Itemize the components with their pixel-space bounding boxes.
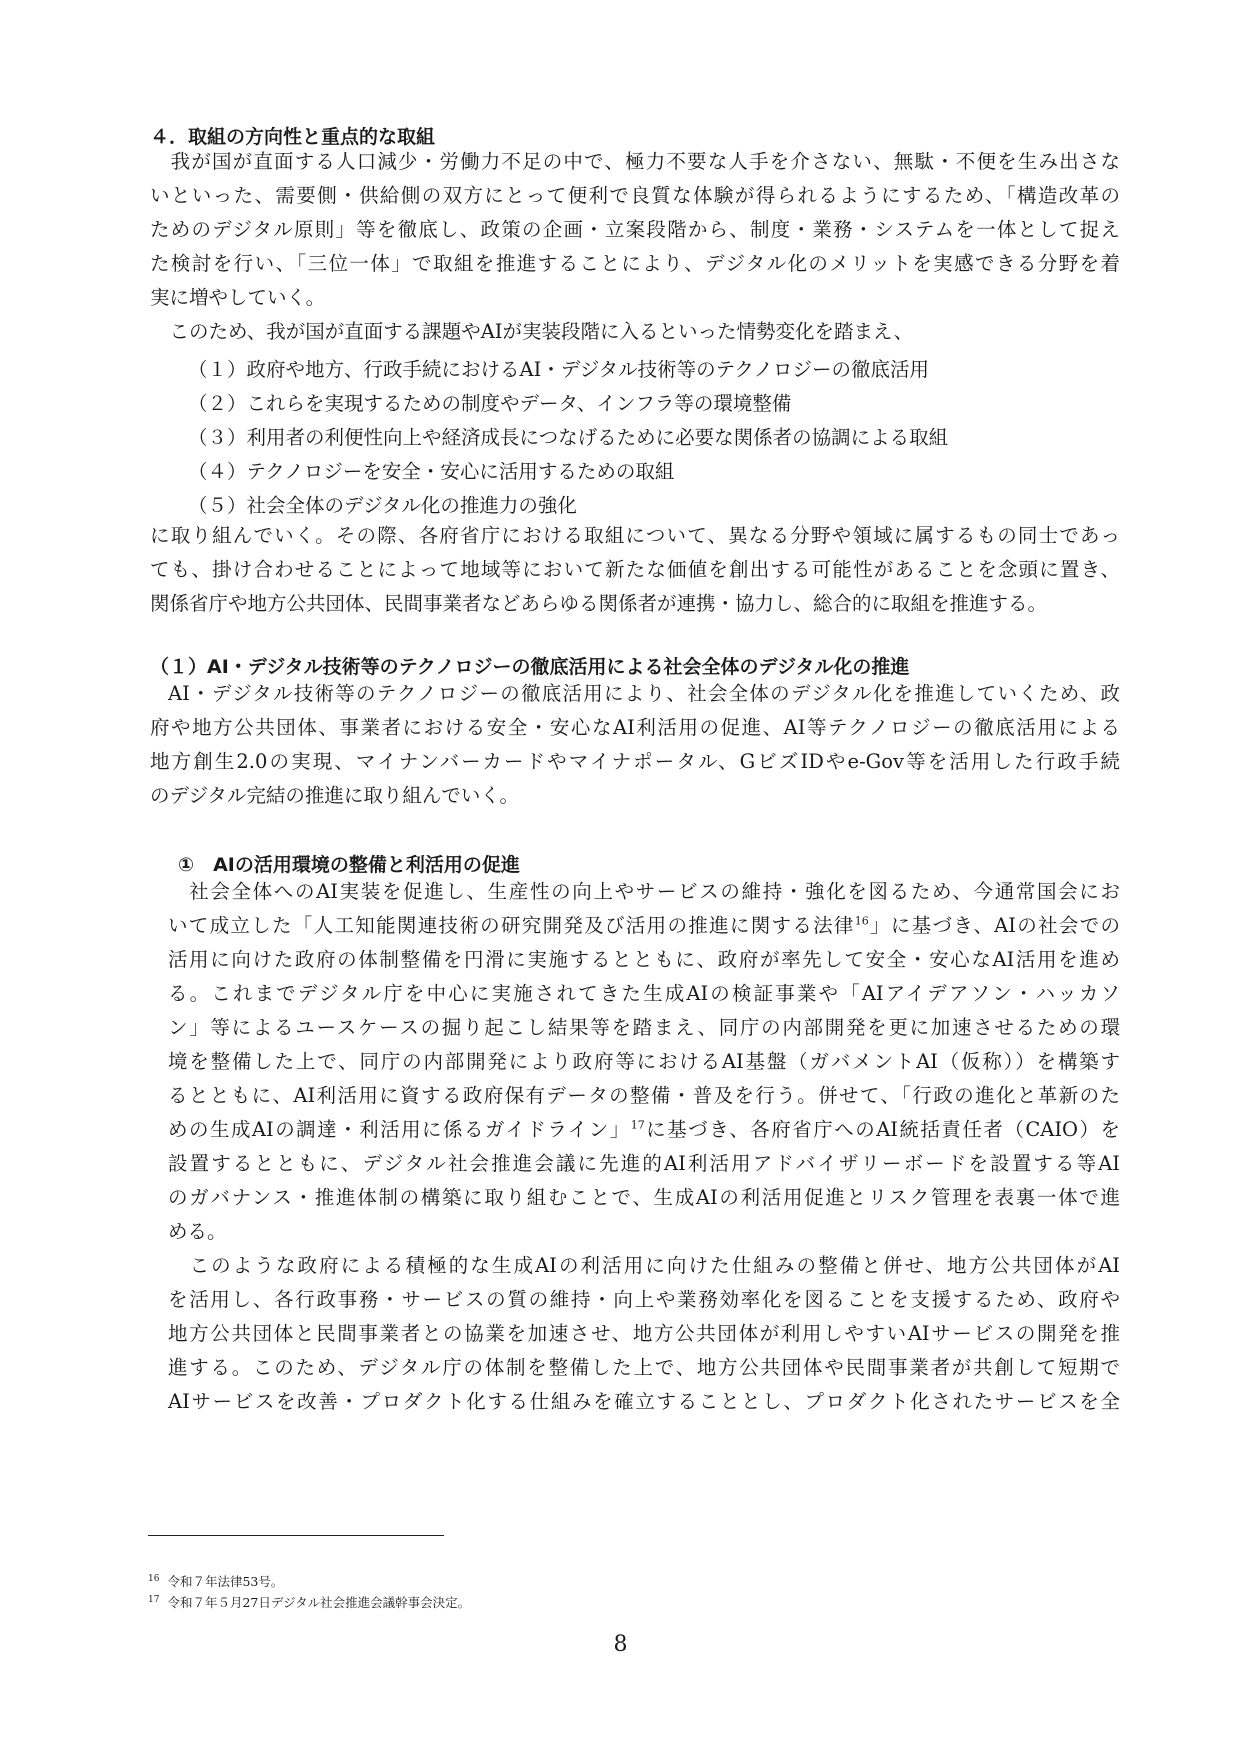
paragraph-line: 活用に向けた政府の体制整備を円滑に実施するとともに、政府が率先して安全・安心なAI活用を進め xyxy=(168,948,1120,971)
paragraph-line xyxy=(168,1118,1120,1142)
paragraph-line: のデジタル完結の推進に取り組んでいく。 xyxy=(150,784,519,807)
paragraph-line: このような政府による積極的な生成AIの利活用に向けた仕組みの整備と併せ、地方公共団体がAI xyxy=(168,1254,1120,1277)
paragraph-line: 地方公共団体と民間事業者との協業を加速させ、地方公共団体が利用しやすいAIサービスの開発を推 xyxy=(168,1322,1120,1345)
list-item: （４）テクノロジーを安全・安心に活用するための取組 xyxy=(188,460,675,483)
footnote-ref: 16 xyxy=(854,914,869,928)
paragraph-line: ン」等によるユースケースの掘り起こし結果等を踏まえ、同庁の内部開発を更に加速させるための環 xyxy=(168,1016,1120,1039)
paragraph-text: 」に基づき、AIの社会での xyxy=(868,914,1120,937)
paragraph-line: 我が国が直面する人口減少・労働力不足の中で、極力不要な人手を介さない、無駄・不便を生み出さな xyxy=(150,150,1120,173)
paragraph-line: いといった、需要側・供給側の双方にとって便利で良質な体験が得られるようにするため、「構造改革の xyxy=(150,184,1120,207)
paragraph-line: ためのデジタル原則」等を徹底し、政策の企画・立案段階から、制度・業務・システムを一体として捉え xyxy=(150,218,1120,241)
subsection-heading: ① AIの活用環境の整備と利活用の促進 xyxy=(178,854,520,876)
paragraph-line: 社会全体へのAI実装を促進し、生産性の向上やサービスの維持・強化を図るため、今通常国会にお xyxy=(168,880,1120,903)
footnote-text: 令和７年５月27日デジタル社会推進会議幹事会決定。 xyxy=(167,1595,471,1610)
paragraph-line: める。 xyxy=(168,1220,227,1243)
section-heading: ４．取組の方向性と重点的な取組 xyxy=(150,126,436,148)
paragraph-line: た検討を行い、「三位一体」で取組を推進することにより、デジタル化のメリットを実感できる分野を着 xyxy=(150,252,1120,275)
paragraph-line: ても、掛け合わせることによって地域等において新たな価値を創出する可能性があることを念頭に置き、 xyxy=(150,558,1120,581)
paragraph-line: AI・デジタル技術等のテクノロジーの徹底活用により、社会全体のデジタル化を推進していくため、政 xyxy=(168,682,1120,705)
list-item: （３）利用者の利便性向上や経済成長につなげるために必要な関係者の協調による取組 xyxy=(188,426,949,449)
footnote xyxy=(148,1593,470,1611)
paragraph-text: めの生成AIの調達・利活用に係るガイドライン」 xyxy=(168,1118,631,1141)
paragraph-line xyxy=(168,914,1120,938)
subsection-heading: （１）AI・デジタル技術等のテクノロジーの徹底活用による社会全体のデジタル化の推進 xyxy=(150,656,910,678)
paragraph-line: 実に増やしていく。 xyxy=(150,286,326,309)
list-item: （５）社会全体のデジタル化の推進力の強化 xyxy=(188,494,577,517)
footnote xyxy=(148,1572,283,1590)
paragraph-line: に取り組んでいく。その際、各府省庁における取組について、異なる分野や領域に属するもの同士であっ xyxy=(150,524,1120,547)
footnote-number: 16 xyxy=(148,1573,160,1584)
paragraph-line: 進する。このため、デジタル庁の体制を整備した上で、地方公共団体や民間事業者が共創して短期で xyxy=(168,1356,1120,1379)
footnote-number: 17 xyxy=(148,1594,160,1605)
paragraph-line: AIサービスを改善・プロダクト化する仕組みを確立することとし、プロダクト化されたサービスを全 xyxy=(168,1390,1120,1413)
paragraph-line: のガバナンス・推進体制の構築に取り組むことで、生成AIの利活用促進とリスク管理を表裏一体で進 xyxy=(168,1186,1120,1209)
paragraph-line: 関係省庁や地方公共団体、民間事業者などあらゆる関係者が連携・協力し、総合的に取組を推進する。 xyxy=(150,592,1048,615)
paragraph-line: 境を整備した上で、同庁の内部開発により政府等におけるAI基盤（ガバメントAI（仮称））を構築す xyxy=(168,1050,1120,1073)
paragraph-line: 地方創生2.0の実現、マイナンバーカードやマイナポータル、GビズIDやe-Gov等を活用した行政手続 xyxy=(150,750,1120,773)
footnote-text: 令和７年法律53号。 xyxy=(167,1574,284,1589)
paragraph-line: 設置するとともに、デジタル社会推進会議に先進的AI利活用アドバイザリーボードを設置する等AI xyxy=(168,1152,1120,1175)
paragraph-text: に基づき、各府省庁へのAI統括責任者（CAIO）を xyxy=(644,1118,1120,1141)
paragraph-line: るとともに、AI利活用に資する政府保有データの整備・普及を行う。併せて、「行政の進化と革新のた xyxy=(168,1084,1120,1107)
footnote-ref: 17 xyxy=(630,1118,645,1132)
paragraph-text: いて成立した「人工知能関連技術の研究開発及び活用の推進に関する法律 xyxy=(168,914,855,937)
paragraph-line: 府や地方公共団体、事業者における安全・安心なAI利活用の促進、AI等テクノロジーの徹底活用による xyxy=(150,716,1120,739)
paragraph-line: る。これまでデジタル庁を中心に実施されてきた生成AIの検証事業や「AIアイデアソン・ハッカソ xyxy=(168,982,1120,1005)
list-item: （１）政府や地方、行政手続におけるAI・デジタル技術等のテクノロジーの徹底活用 xyxy=(188,358,929,381)
footnote-divider xyxy=(148,1535,444,1536)
paragraph-line: を活用し、各行政事務・サービスの質の維持・向上や業務効率化を図ることを支援するため、政府や xyxy=(168,1288,1120,1311)
page-number: 8 xyxy=(613,1632,628,1657)
list-item: （２）これらを実現するための制度やデータ、インフラ等の環境整備 xyxy=(188,392,792,415)
paragraph-line: このため、我が国が直面する課題やAIが実装段階に入るといった情勢変化を踏まえ、 xyxy=(150,320,914,343)
